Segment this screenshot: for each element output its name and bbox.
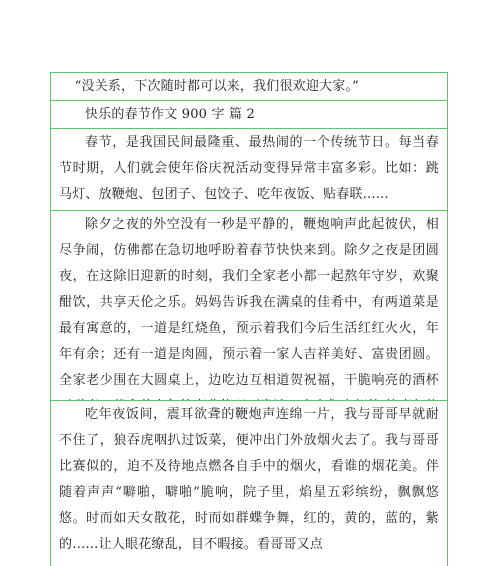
paragraph-row: [51, 210, 447, 400]
paragraph-row: [51, 72, 447, 100]
paragraph-row: [51, 400, 447, 566]
essay-title: 快乐的春节作文 900 字 篇 2: [85, 107, 256, 122]
paragraph-fireworks: 吃年夜饭间，震耳欲聋的鞭炮声连绵一片，我与哥哥早就耐不住了，狼吞虎咽扒过饭菜，便冲出门外放烟火去了。我与哥哥比赛似的，迫不及待地点燃各自手中的烟火，看谁的烟花美。伴随着声声“噼啪，噼啪”脆响，院子里，焰星五彩缤纷，飘飘悠悠。时而如天女散花，时而如群蝶争舞，红的，黄的，蓝的，紫的……让人眼花缭乱，目不暇接。看哥哥又点: [59, 407, 439, 552]
paragraph-new-years-eve: 除夕之夜的外空没有一秒是平静的，鞭炮响声此起彼伏，相尽争闹，仿佛都在急切地呼盼着春节快快来到。除夕之夜是团圆夜，在这除旧迎新的时刻，我们全家老小都一起熬年守岁，欢聚酣饮，共享天伦之乐。妈妈告诉我在满桌的佳肴中，有两道菜是最有寓意的，一道是红烧鱼，预示着我们今后生活红红火火，年年有余；还有一道是肉圆，预示着一家人吉祥美好、富贵团圆。全家老少围在大圆桌上，边吃边互相道贺祝福，干脆响亮的酒杯: [59, 217, 439, 388]
paragraph-closing-quote: “没关系，下次随时都可以来，我们很欢迎大家。”: [74, 79, 359, 94]
paragraph-intro: 春节，是我国民间最隆重、最热闹的一个传统节日。每当春节时期，人们就会使年俗庆祝活动变得异常丰富多彩。比如：跳马灯、放鞭炮、包团子、包饺子、吃年夜饭、贴春联……: [59, 135, 439, 202]
paragraph-row: [51, 100, 447, 128]
paragraph-row: [51, 128, 447, 210]
document-page: [50, 72, 448, 566]
